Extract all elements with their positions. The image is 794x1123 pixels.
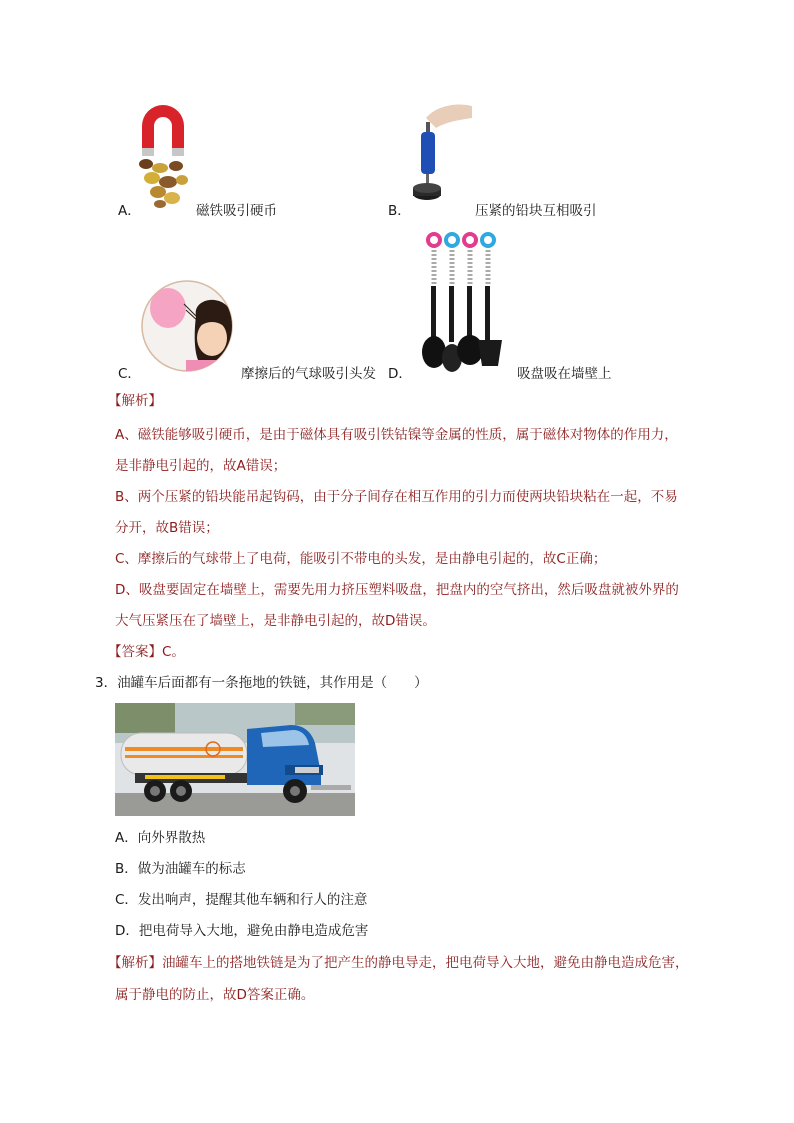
q3-option-c: C．发出响声，提醒其他车辆和行人的注意 [115, 892, 368, 908]
option-c-letter: C． [118, 366, 141, 382]
answer-line: 【答案】C。 [108, 644, 185, 660]
analysis-line-2: 是非静电引起的，故A错误； [115, 458, 287, 474]
q3-analysis-line-1: 油罐车上的搭地铁链是为了把产生的静电导走，把电荷导入大地，避免由静电造成危害， [162, 955, 689, 971]
balloon-hair-image [136, 280, 238, 372]
analysis-line-3: B、两个压紧的铅块能吊起钩码，由于分子间存在相互作用的引力而使两块铅块粘在一起，不易 [115, 489, 678, 505]
oil-tanker-truck-image [115, 703, 355, 816]
lead-block-scale-image [406, 100, 476, 212]
suction-cup-utensils-image [412, 226, 516, 376]
q3-option-a: A．向外界散热 [115, 830, 206, 846]
option-d-caption: 吸盘吸在墙壁上 [517, 366, 612, 382]
analysis-line-1: A、磁铁能够吸引硬币，是由于磁体具有吸引铁钴镍等金属的性质，属于磁体对物体的作用力， [115, 427, 678, 443]
analysis-label: 【解析】 [108, 393, 162, 409]
option-c-caption: 摩擦后的气球吸引头发 [241, 366, 376, 382]
option-d-letter: D． [388, 366, 412, 382]
option-a-letter: A． [118, 203, 141, 219]
q3-stem: 3．油罐车后面都有一条拖地的铁链，其作用是（ ） [95, 675, 428, 691]
q3-analysis-line-2: 属于静电的防止，故D答案正确。 [115, 987, 315, 1003]
analysis-line-6: D、吸盘要固定在墙壁上，需要先用力挤压塑料吸盘，把盘内的空气挤出，然后吸盘就被外界的 [115, 582, 679, 598]
q3-option-d: D．把电荷导入大地，避免由静电造成危害 [115, 923, 369, 939]
q3-analysis-label: 【解析】 [108, 955, 162, 971]
option-b-caption: 压紧的铅块互相吸引 [475, 203, 597, 219]
analysis-line-4: 分开，故B错误； [115, 520, 219, 536]
magnet-coins-image [132, 96, 194, 212]
analysis-line-7: 大气压紧压在了墙壁上，是非静电引起的，故D错误。 [115, 613, 436, 629]
q3-analysis [108, 953, 689, 973]
option-b-letter: B． [388, 203, 411, 219]
q3-option-b: B．做为油罐车的标志 [115, 861, 246, 877]
analysis-line-5: C、摩擦后的气球带上了电荷，能吸引不带电的头发，是由静电引起的，故C正确； [115, 551, 607, 567]
option-a-caption: 磁铁吸引硬币 [196, 203, 277, 219]
